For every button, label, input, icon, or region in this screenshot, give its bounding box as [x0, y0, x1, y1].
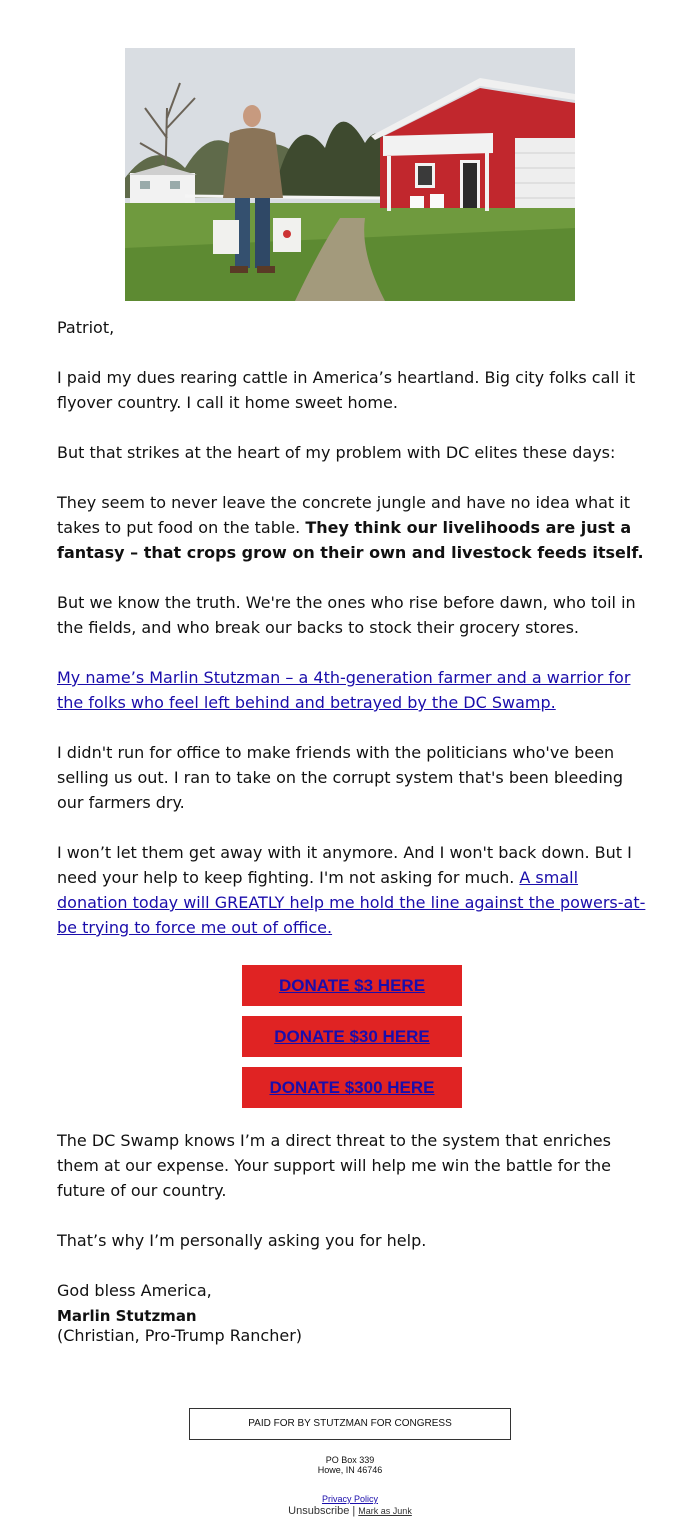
mailing-address	[0, 1455, 700, 1475]
closing: God bless America,	[57, 1281, 212, 1300]
greeting: Patriot,	[57, 318, 115, 337]
donate-3-button[interactable]: DONATE $3 HERE	[242, 965, 462, 1006]
paragraph-3-bold: They think our livelihoods are just a fantasy – that crops grow on their own and livestock feeds itself.	[57, 518, 644, 562]
donation-link[interactable]: A small donation today will GREATLY help me hold the line against the powers-at-be trying to force me out of office.	[57, 868, 646, 937]
paragraph-7	[57, 840, 647, 940]
paragraph-1: I paid my dues rearing cattle in America’s heartland. Big city folks call it flyover country. I call it home sweet home.	[57, 368, 636, 412]
paragraph-5	[57, 665, 647, 715]
mark-as-junk-link[interactable]: Mark as Junk	[358, 1506, 412, 1516]
paragraph-4: But we know the truth. We're the ones who rise before dawn, who toil in the fields, and who break our backs to stock their grocery stores.	[57, 593, 636, 637]
paragraph-3	[57, 490, 647, 565]
hero-image	[125, 48, 575, 301]
email-body	[57, 315, 647, 1345]
signer-title: (Christian, Pro-Trump Rancher)	[57, 1326, 303, 1345]
address-line-2: Howe, IN 46746	[317, 1465, 383, 1475]
paragraph-9: That’s why I’m personally asking you for help.	[57, 1231, 427, 1250]
privacy-policy-link[interactable]: Privacy Policy	[321, 1494, 378, 1504]
paragraph-7-text: I won’t let them get away with it anymore. And I won't back down. But I need your help to keep fighting. I'm not asking for much.	[57, 843, 632, 887]
signer-name: Marlin Stutzman	[57, 1307, 197, 1325]
donate-300-button[interactable]: DONATE $300 HERE	[242, 1067, 462, 1108]
paragraph-8: The DC Swamp knows I’m a direct threat to the system that enriches them at our expense. Your support will help me win the battle for the future of our country.	[57, 1131, 611, 1200]
intro-link[interactable]: My name’s Marlin Stutzman – a 4th-generation farmer and a warrior for the folks who feel left behind and betrayed by the DC Swamp.	[57, 668, 631, 712]
donate-buttons	[57, 965, 647, 1108]
separator: |	[349, 1505, 359, 1517]
paragraph-2: But that strikes at the heart of my problem with DC elites these days:	[57, 443, 616, 462]
footer-links	[0, 1494, 700, 1518]
footer	[0, 1408, 700, 1518]
unsubscribe-row	[0, 1505, 700, 1518]
address-line-1: PO Box 339	[325, 1455, 375, 1465]
donate-30-button[interactable]: DONATE $30 HERE	[242, 1016, 462, 1057]
unsubscribe-link[interactable]: Unsubscribe	[288, 1505, 350, 1517]
paid-for-disclaimer: PAID FOR BY STUTZMAN FOR CONGRESS	[189, 1408, 511, 1440]
paragraph-3-text: They seem to never leave the concrete jungle and have no idea what it takes to put food on the table.	[57, 493, 630, 537]
paragraph-6: I didn't run for office to make friends with the politicians who've been selling us out. I ran to take on the corrupt system that's been bleeding our farmers dry.	[57, 743, 624, 812]
